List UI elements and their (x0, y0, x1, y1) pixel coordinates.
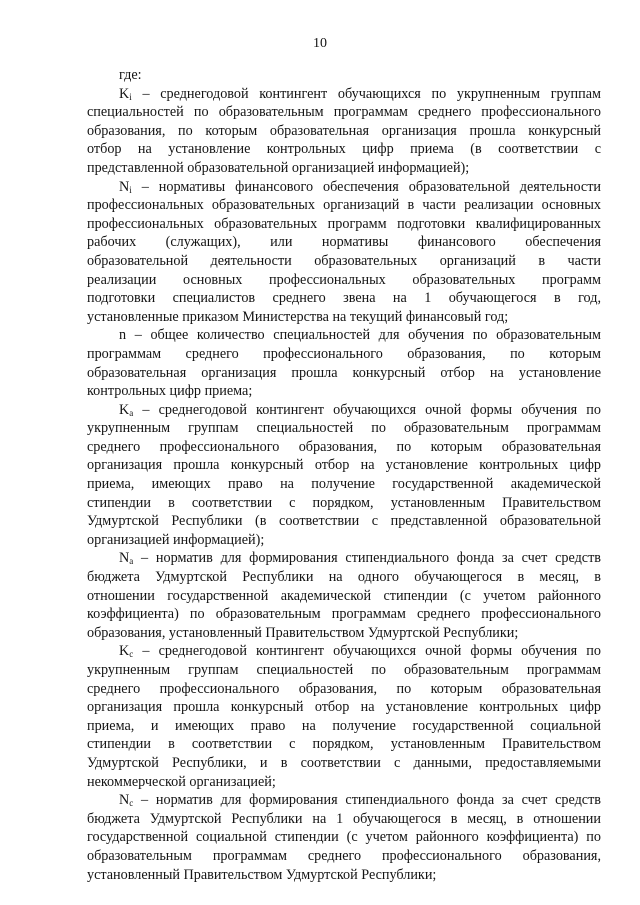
paragraph-line: профессиональных образовательных программ подготовки квалифицированных (87, 215, 601, 232)
paragraph-line: стипендии в соответствии с порядком, установленным Правительством (87, 494, 601, 511)
paragraph-line: представленной образовательной организацией информацией); (87, 159, 470, 176)
paragraph (87, 85, 601, 178)
paragraph-line: контрольных цифр приема; (87, 383, 253, 400)
paragraph-line: укрупненным группам специальностей по образовательным программам (87, 420, 601, 437)
paragraph-line: отношении государственной академической стипендии (с учетом районного (87, 587, 601, 604)
paragraph-line: $K_i$ – среднегодовой контингент обучающихся по укрупненным группам (119, 85, 601, 102)
paragraph-line: $N_i$ – нормативы финансового обеспечения образовательной деятельности (119, 178, 601, 195)
paragraph-line: установленный Правительством Удмуртской Республики; (87, 866, 437, 883)
paragraph (87, 642, 601, 791)
paragraph-line: образовательным программам среднего профессионального образования, (87, 847, 601, 864)
paragraph-line: подготовки специалистов среднего звена на 1 обучающегося в год, (87, 290, 601, 307)
paragraph-line: стипендии в соответствии с порядком, установленным Правительством (87, 736, 601, 753)
paragraph-line: среднего профессионального образования, по которым образовательная (87, 680, 601, 697)
paragraph-line: $K_a$ – среднегодовой контингент обучающихся очной формы обучения по (119, 401, 601, 418)
paragraph-line: отбор на установление контрольных цифр приема (в соответствии с (87, 141, 601, 158)
document-body (87, 66, 601, 884)
paragraph-line: коэффициента) по образовательным программам среднего профессионального (87, 606, 601, 623)
paragraph-line: n – общее количество специальностей для обучения по образовательным (119, 327, 601, 344)
paragraph-line: среднего профессионального образования, по которым образовательная (87, 438, 601, 455)
paragraph-line: специальностей по образовательным программам среднего профессионального (87, 104, 601, 121)
paragraph-line: образовательной деятельности образовательных организаций в части (87, 252, 601, 269)
paragraph-line: приема, имеющих право на получение государственной академической (87, 476, 601, 493)
page-number: 10 (313, 36, 327, 51)
paragraph-line: установленные приказом Министерства на текущий финансовый год; (87, 308, 509, 325)
paragraph-line: $K_c$ – среднегодовой контингент обучающихся очной формы обучения по (119, 643, 601, 660)
paragraph-line: приема, и имеющих право на получение государственной социальной (87, 717, 601, 734)
paragraph-line: Удмуртской Республики (в соответствии с представленной образовательной (87, 513, 601, 530)
paragraph-line: укрупненным группам специальностей по образовательным программам (87, 662, 601, 678)
paragraph-line: бюджета Удмуртской Республики на 1 обучающегося в месяц, в отношении (87, 810, 601, 827)
paragraph (87, 66, 601, 85)
paragraph-line: программам среднего профессионального образования, по которым (87, 345, 601, 362)
paragraph-line: организацией информацией); (87, 531, 265, 548)
paragraph-line: Удмуртской Республики, и в соответствии с данными, предоставляемыми (87, 754, 601, 771)
paragraph-line: где: (119, 67, 142, 83)
paragraph-line: $N_a$ – норматив для формирования стипендиального фонда за счет средств (119, 550, 601, 567)
paragraph (87, 791, 601, 884)
paragraph (87, 401, 601, 550)
paragraph-line: образовательная организация прошла конкурсный отбор на установление (87, 364, 601, 381)
paragraph (87, 326, 601, 400)
paragraph-line: образования, по которым образовательная организация прошла конкурсный (87, 122, 601, 139)
paragraph-line: организация прошла конкурсный отбор на установление контрольных цифр (87, 457, 601, 474)
paragraph-line: образования, установленный Правительством Удмуртской Республики; (87, 624, 519, 641)
paragraph-line: рабочих (служащих), или нормативы финансового обеспечения (87, 234, 601, 251)
paragraph-line: бюджета Удмуртской Республики на одного обучающегося в месяц, в (87, 569, 601, 586)
paragraph-line: профессиональных образовательных организаций в части реализации основных (87, 197, 601, 214)
paragraph (87, 549, 601, 642)
paragraph-line: реализации основных профессиональных образовательных программ (87, 271, 601, 288)
paragraph-line: организация прошла конкурсный отбор на установление контрольных цифр (87, 699, 601, 716)
paragraph-line: государственной социальной стипендии (с учетом районного коэффициента) по (87, 829, 601, 846)
paragraph-line: некоммерческой организацией; (87, 773, 276, 790)
paragraph-line: $N_c$ – норматив для формирования стипендиального фонда за счет средств (119, 792, 601, 809)
paragraph (87, 178, 601, 327)
